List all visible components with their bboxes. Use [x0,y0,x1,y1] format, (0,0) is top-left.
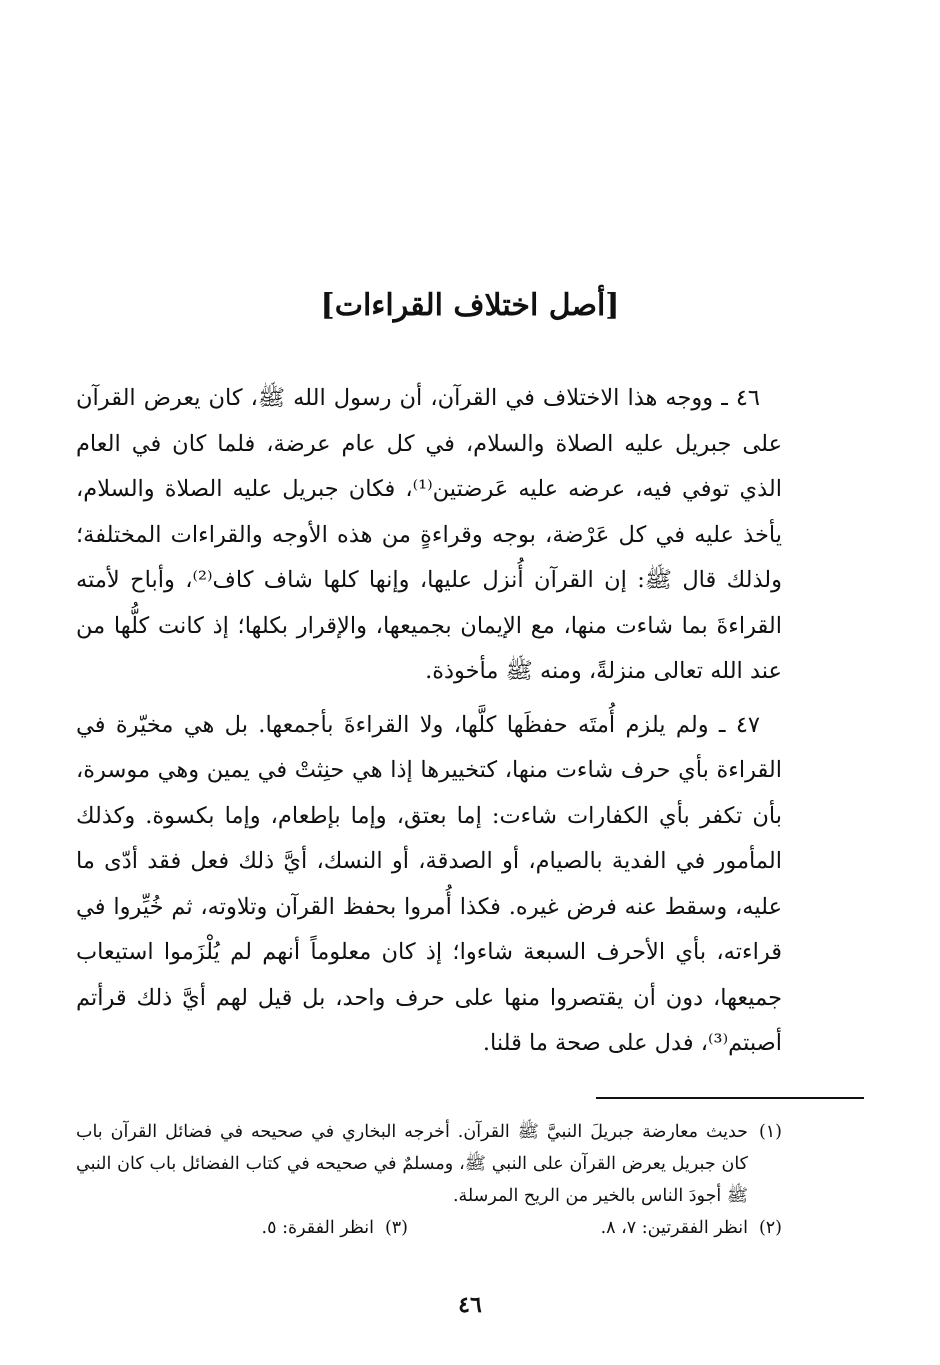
body-text [76,376,782,1075]
footnote-1 [76,1116,782,1212]
paragraph-number: ٤٧ ـ [718,711,760,738]
page-number: ٤٦ [458,1292,482,1318]
footnote-3 [262,1212,408,1244]
paragraph-text: ولم يلزم أُمتَه حفظَها كلَّها، ولا القراءةَ بأجمعها. بل هي مخيّرة في القراءة بأي حرف شاءت منها، كتخييرها إذا هي حنِثتْ في يمين وهي موسرة، بأن تكفر بأي الكفارات شاءت: إما بعتق، وإما بإطعام، وإما بكسوة. وكذلك المأمور في الفدية بالصيام، أو الصدقة، أو النسك، أيَّ ذلك فعل فقد أدّى ما عليه، وسقط عنه فرض غيره. فكذا أُمروا بحفظ القرآن وتلاوته، ثم خُيِّروا في قراءته، بأي الأحرف السبعة شاءوا؛ إذ كان معلوماً أنهم لم يُلْزَموا استيعاب جميعها، دون أن يقتصروا منها على حرف واحد، بل قيل لهم أيَّ ذلك قرأتم أصبتم⁽³⁾، فدل على صحة ما قلنا. [76,711,782,1056]
paragraph-text: ووجه هذا الاختلاف في القرآن، أن رسول الله ﷺ، كان يعرض القرآن على جبريل عليه الصلاة والسلام، في كل عام عرضة، فلما كان في العام الذي توفي فيه، عرضه عليه عَرضتين⁽¹⁾، فكان جبريل عليه الصلاة والسلام، يأخذ عليه في كل عَرْضة، بوجه وقراءةٍ من هذه الأوجه والقراءات المختلفة؛ ولذلك قال ﷺ: إن القرآن أُنزل عليها، وإنها كلها شاف كاف⁽²⁾، وأباح لأمته القراءةَ بما شاءت منها، مع الإيمان بجميعها، والإقرار بكلها؛ إذ كانت كلُّها من عند الله تعالى منزلةً، ومنه ﷺ مأخوذة. [76,385,782,684]
paragraph-47 [76,703,782,1067]
footnote-text: انظر الفقرة: ٥. [261,1218,374,1238]
footnote-marker: (٢) [758,1218,782,1238]
footnote-text: حديث معارضة جبريلَ النبيَّ ﷺ القرآن. أخرجه البخاري في صحيحه في فضائل القرآن باب كان جبريل يعرض القرآن على النبي ﷺ، ومسلمٌ في صحيحه في كتاب الفضائل باب كان النبي ﷺ أجودَ الناس بالخير من الريح المرسلة. [76,1122,748,1206]
footnote-row [76,1212,782,1244]
footnote-2 [408,1212,782,1244]
footnote-text: انظر الفقرتين: ٧، ٨. [600,1218,748,1238]
section-heading: [أصل اختلاف القراءات] [320,288,620,323]
footnote-marker: (١) [758,1122,782,1142]
footnote-marker: (٣) [384,1218,408,1238]
footnotes [76,1116,782,1244]
footnote-separator [596,1097,864,1099]
paragraph-46 [76,376,782,695]
paragraph-number: ٤٦ ـ [721,385,760,411]
